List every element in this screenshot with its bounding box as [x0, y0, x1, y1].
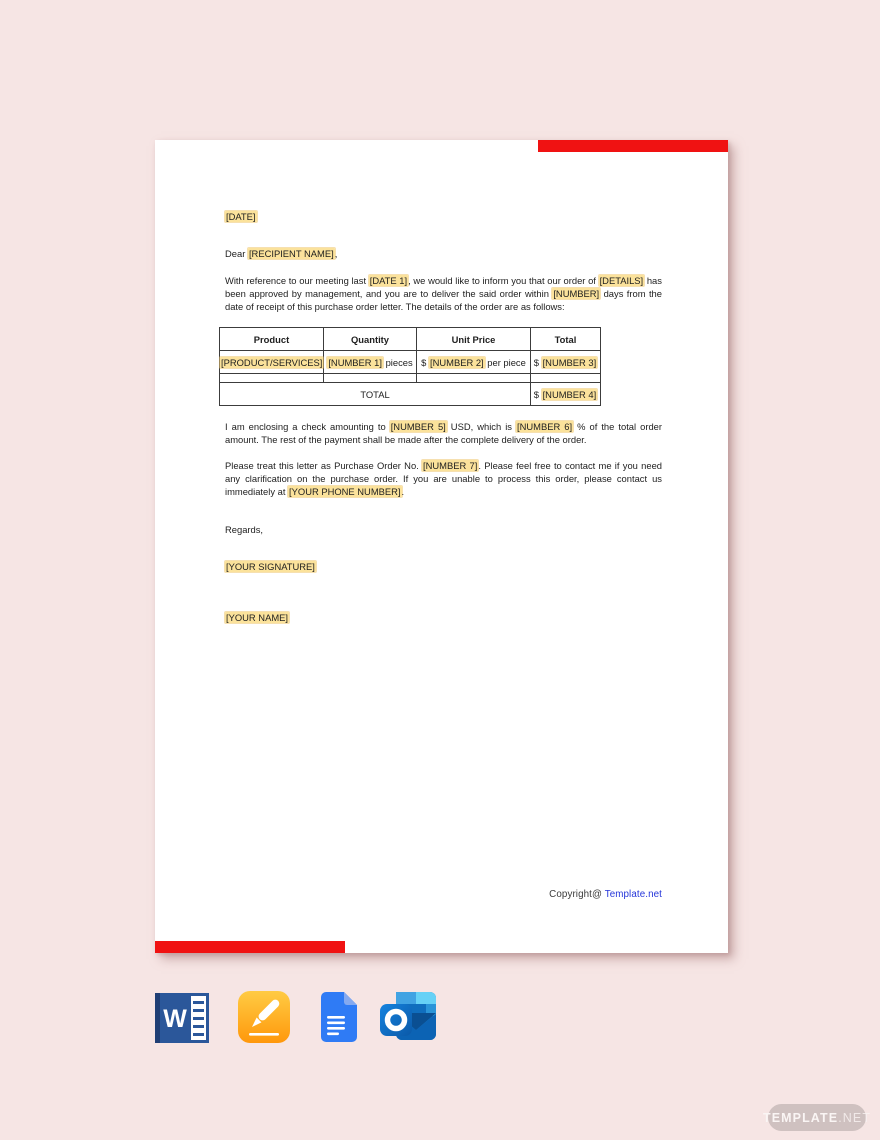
letter-body	[221, 210, 662, 624]
paragraph-payment	[225, 420, 662, 446]
table-empty-row	[220, 374, 601, 383]
bottom-red-accent-bar	[155, 941, 345, 953]
table-header-total: Total	[531, 328, 601, 351]
cell-product	[220, 351, 324, 374]
text-run: has been approved by management, and you are to deliver the said order within	[225, 275, 662, 299]
salutation-prefix: Dear	[225, 248, 248, 259]
copyright-line	[549, 889, 662, 900]
paragraph-order-intro	[225, 274, 662, 313]
microsoft-word-icon[interactable]	[155, 990, 211, 1046]
copyright-text: Copyright@	[549, 889, 605, 900]
text-run: , we would like to inform you that our order of	[408, 275, 599, 286]
table-header-quantity: Quantity	[324, 328, 417, 351]
signature-placeholder: [YOUR SIGNATURE]	[226, 561, 315, 572]
cell-total	[531, 351, 601, 374]
apple-pages-icon[interactable]	[238, 991, 290, 1043]
table-row	[220, 351, 601, 374]
date1-placeholder: [DATE 1]	[369, 275, 408, 286]
number7-placeholder: [NUMBER 7]	[423, 460, 478, 471]
document-page	[155, 140, 728, 953]
number5-placeholder: [NUMBER 5]	[390, 421, 446, 432]
text-run: .	[401, 486, 405, 497]
top-red-accent-bar	[538, 140, 728, 152]
date-line	[225, 210, 662, 223]
microsoft-outlook-icon[interactable]	[380, 988, 438, 1046]
salutation-line	[225, 247, 662, 260]
sender-name-placeholder: [YOUR NAME]	[226, 612, 288, 623]
details-placeholder: [DETAILS]	[599, 275, 644, 286]
text-run: pieces	[382, 356, 413, 368]
docs-icon-graphic	[313, 991, 363, 1043]
cell-total-label: TOTAL	[220, 383, 531, 406]
text-run: . Please feel free to contact me if you need any clarification on the purchase order. If you are unable to process this order, please contact us immediately at	[225, 460, 662, 497]
text-run: $	[533, 388, 542, 400]
signature-line	[225, 560, 662, 573]
salutation-suffix: ,	[334, 248, 338, 259]
text-run: $	[421, 356, 429, 368]
number3-placeholder: [NUMBER 3]	[542, 356, 597, 368]
cell-quantity	[324, 351, 417, 374]
empty-cell	[220, 374, 324, 383]
text-run: I am enclosing a check amounting to	[225, 421, 390, 432]
text-run: per piece	[484, 356, 526, 368]
number6-placeholder: [NUMBER 6]	[517, 421, 573, 432]
number2-placeholder: [NUMBER 2]	[430, 356, 484, 368]
template-net-watermark	[762, 1104, 872, 1131]
pages-icon-graphic	[238, 991, 290, 1043]
table-total-row	[220, 383, 601, 406]
table-header-product: Product	[220, 328, 324, 351]
table-header-unit-price: Unit Price	[417, 328, 531, 351]
word-letter: W	[163, 1005, 187, 1033]
closing-regards: Regards,	[225, 524, 264, 535]
sender-name-line	[225, 611, 662, 624]
cell-unit-price	[417, 351, 531, 374]
text-run: % of the total order amount. The rest of the payment shall be made after the complete delivery of the order.	[225, 421, 662, 445]
number1-placeholder: [NUMBER 1]	[328, 356, 382, 368]
text-run: Please treat this letter as Purchase Order No.	[225, 460, 423, 471]
number4-placeholder: [NUMBER 4]	[542, 388, 597, 400]
watermark-bold-text: TEMPLATE	[762, 1110, 839, 1125]
text-run: USD, which is	[446, 421, 517, 432]
cell-grand-total	[531, 383, 601, 406]
template-net-link[interactable]: Template.net	[604, 889, 662, 900]
outlook-icon-graphic	[380, 988, 438, 1046]
table-header-row	[220, 328, 601, 351]
empty-cell	[324, 374, 417, 383]
order-details-table	[219, 327, 601, 406]
watermark-rest-text: .NET	[838, 1110, 872, 1125]
empty-cell	[417, 374, 531, 383]
word-icon-graphic	[155, 990, 211, 1046]
date-placeholder: [DATE]	[226, 211, 256, 222]
phone-number-placeholder: [YOUR PHONE NUMBER]	[289, 486, 401, 497]
text-run: $	[533, 356, 542, 368]
text-run: With reference to our meeting last	[225, 275, 369, 286]
number-placeholder: [NUMBER]	[553, 288, 600, 299]
paragraph-contact	[225, 459, 662, 498]
recipient-name-placeholder: [RECIPIENT NAME]	[248, 248, 334, 259]
text-run: days from the date of receipt of this purchase order letter. The details of the order are as follows:	[225, 288, 662, 312]
google-docs-icon[interactable]	[313, 991, 363, 1043]
product-placeholder: [PRODUCT/SERVICES]	[221, 356, 323, 368]
empty-cell	[531, 374, 601, 383]
